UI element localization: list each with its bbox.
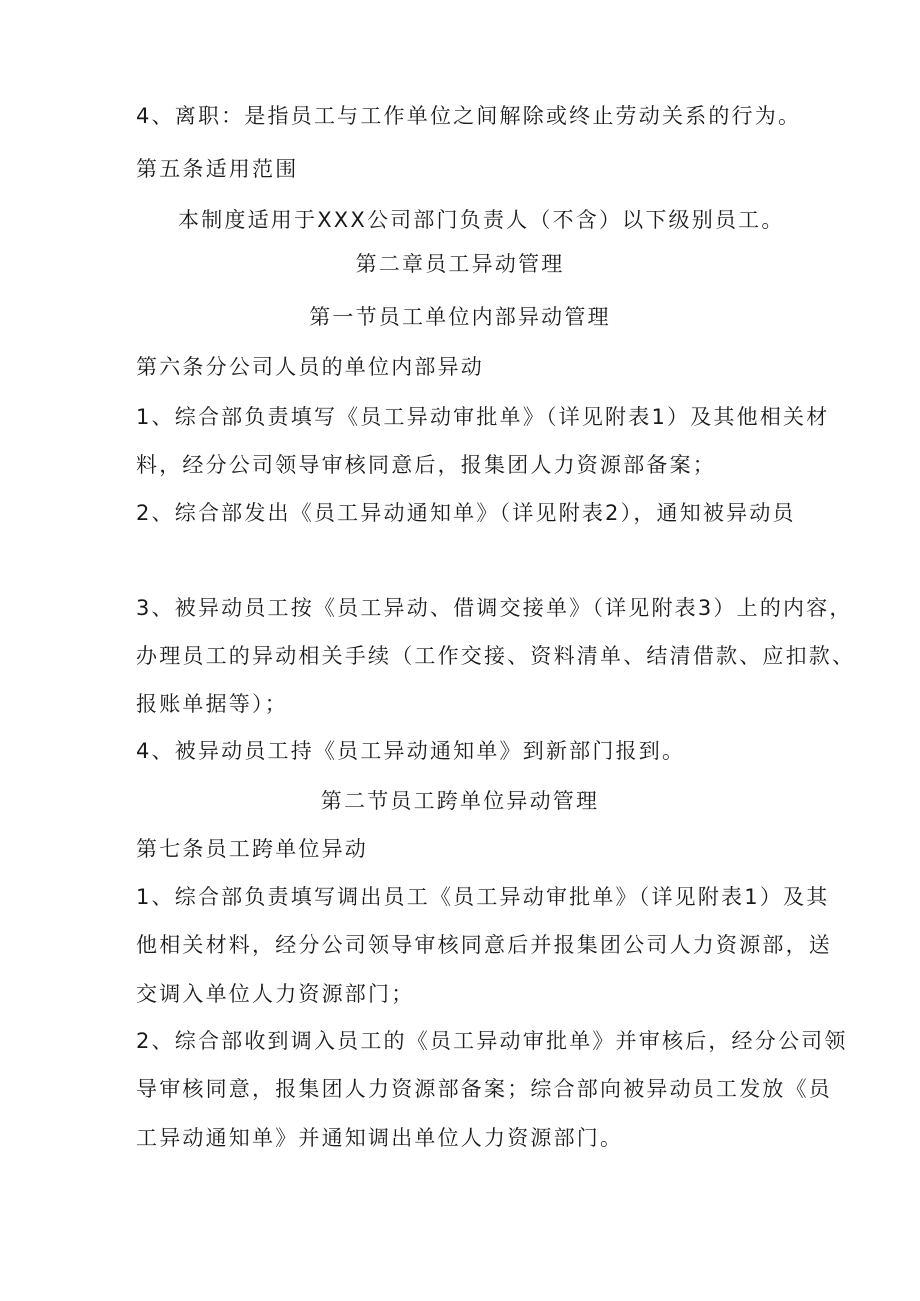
article-7-item-2-line-2: 导审核同意，报集团人力资源部备案；综合部向被异动员工发放《员 xyxy=(136,1077,832,1101)
article-6-item-3-line-3: 报账单据等）； xyxy=(136,692,288,716)
article-5-title: 第五条适用范围 xyxy=(136,157,299,181)
section-1-title: 第一节员工单位内部异动管理 xyxy=(309,305,611,329)
article-7-item-2-line-1: 2、综合部收到调入员工的《员工异动审批单》并审核后，经分公司领 xyxy=(136,1029,848,1053)
article-7-item-2-line-3: 工异动通知单》并通知调出单位人力资源部门。 xyxy=(136,1126,624,1150)
paragraph-leave-definition: 4、离职：是指员工与工作单位之间解除或终止劳动关系的行为。 xyxy=(136,104,802,128)
article-6-title: 第六条分公司人员的单位内部异动 xyxy=(136,355,484,379)
chapter-2-title: 第二章员工异动管理 xyxy=(355,252,565,276)
article-6-item-4-line-1: 4、被异动员工持《员工异动通知单》到新部门报到。 xyxy=(136,739,686,763)
article-7-item-1-line-2: 他相关材料，经分公司领导审核同意后并报集团公司人力资源部，送 xyxy=(136,933,832,957)
article-7-item-1-line-3: 交调入单位人力资源部门； xyxy=(136,982,415,1006)
article-5-body: 本制度适用于XXX公司部门负责人（不含）以下级别员工。 xyxy=(178,208,785,232)
article-6-item-2-line-1: 2、综合部发出《员工异动通知单》（详见附表2），通知被异动员 xyxy=(136,501,796,525)
article-7-title: 第七条员工跨单位异动 xyxy=(136,837,368,861)
article-6-item-3-line-1: 3、被异动员工按《员工异动、借调交接单》（详见附表3）上的内容， xyxy=(136,596,853,620)
article-6-item-1-line-2: 料，经分公司领导审核同意后，报集团人力资源部备案； xyxy=(136,453,716,477)
article-6-item-1-line-1: 1、综合部负责填写《员工异动审批单》（详见附表1）及其他相关材 xyxy=(136,405,830,429)
article-6-item-3-line-2: 办理员工的异动相关手续（工作交接、资料清单、结清借款、应扣款、 xyxy=(136,644,856,668)
article-7-item-1-line-1: 1、综合部负责填写调出员工《员工异动审批单》（详见附表1）及其 xyxy=(136,885,830,909)
section-2-title: 第二节员工跨单位异动管理 xyxy=(320,789,600,813)
